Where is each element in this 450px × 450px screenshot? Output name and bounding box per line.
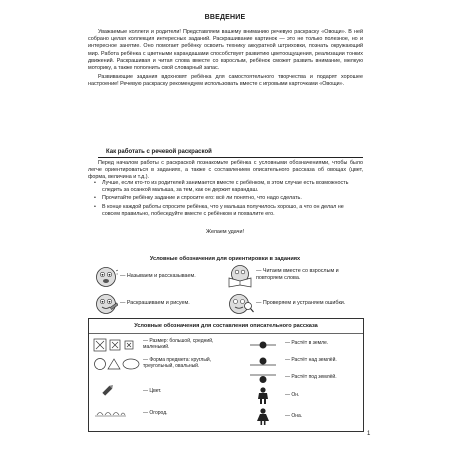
orientation-label: — Называем и рассказываем. [120,273,196,279]
list-item: • Лучше, если кто-то из родителей занимается вместе с ребёнком, в этом случае есть возможность следить за осанкой малыша, за тем, как он держит карандаш. [94,180,349,194]
legend-label: — Цвет. [143,388,162,394]
divider [89,333,363,334]
size-arrows-icon [93,338,139,352]
legend-label: — Размер: большой, средний, маленький. [143,338,214,351]
description-legend-box [88,318,364,432]
list-item: • Прочитайте ребёнку задание и спросите его: всё ли понятно, что надо сделать. [94,195,302,202]
intro-text [88,29,363,91]
orientation-label: — Читаем вместе со взрослым и повторяем слова. [256,268,339,282]
shapes-icon [93,357,141,371]
orientation-label: — Раскрашиваем и рисуем. [120,300,190,306]
page-title: ВВЕДЕНИЕ [204,14,246,21]
intro-paragraph: Развивающие задания вдохновят ребёнка для самостоятельного творчества и подарят хорошее настроение! Речевую раскраску рекомендуем использовать вместе с игровыми карточками «Овощи». [88,74,363,88]
intro-paragraph: Уважаемые коллеги и родители! Представляем вашему вниманию речевую раскраску «Овощи». В ней собрано целая коллекция интересных заданий. Раскрашивание картинок — это не только полезное, но и интересное занятие. Оно помогает ребёнку освоить технику аккуратной штриховки, познать окружающий мир. Работа ребёнка с цветными карандашами способствует развитию цветоощущения, реализации тонких движений. Раскрашивая и читая слова вместе со взрослым, ребёнок сможет развить внимание, мелкую моторику, а также пополнить свой словарный запас. [88,29,363,72]
page-number: 1 [367,431,371,437]
boy-icon [256,387,270,405]
pencil-face-icon [94,293,118,315]
legend-label: — Она. [285,413,303,419]
legend-label: — Растёт под землёй. [285,374,337,380]
legend-label: — Растёт над землёй. [285,357,337,363]
pencil-icon [101,383,115,397]
orientation-label: — Проверяем и устраняем ошибки. [256,300,346,306]
tips-list [88,180,363,219]
garden-icon [95,407,127,419]
grows-in-ground-icon [249,339,277,351]
legend-label: — Растёт в земле. [285,340,329,346]
howto-paragraph: Перед началом работы с раскраской познакомьте ребёнка с условными обозначениями, чтобы было легче ориентироваться в заданиях, а также с составлением описательного рассказа об овощах (цвет, форма, величина и т.д.). [88,160,363,181]
grows-above-ground-icon [249,356,277,368]
howto-heading: Как работать с речевой раскраской [106,149,212,155]
grows-under-ground-icon [249,372,277,384]
girl-icon [256,408,270,426]
orientation-title: Условные обозначения для ориентировки в заданиях [149,256,301,262]
magnifier-face-icon [228,293,254,315]
legend-label: — Он. [285,392,300,398]
talking-face-icon [94,266,118,288]
list-item: • В конце каждой работы спросите ребёнка, что у малыша получилось хорошо, а что он делал не совсем правильно, побеседуйте вместе с ребёнком и похвалите его. [94,203,344,217]
reading-face-icon [226,264,254,288]
legend-label: — Огород. [143,410,168,416]
legend-title: Условные обозначения для составления описательного рассказа [134,323,318,329]
closing-wish: Желаем удачи! [206,229,244,235]
divider [98,157,363,158]
legend-label: — Форма предмета: круглый, треугольный, овальный. [143,357,212,370]
